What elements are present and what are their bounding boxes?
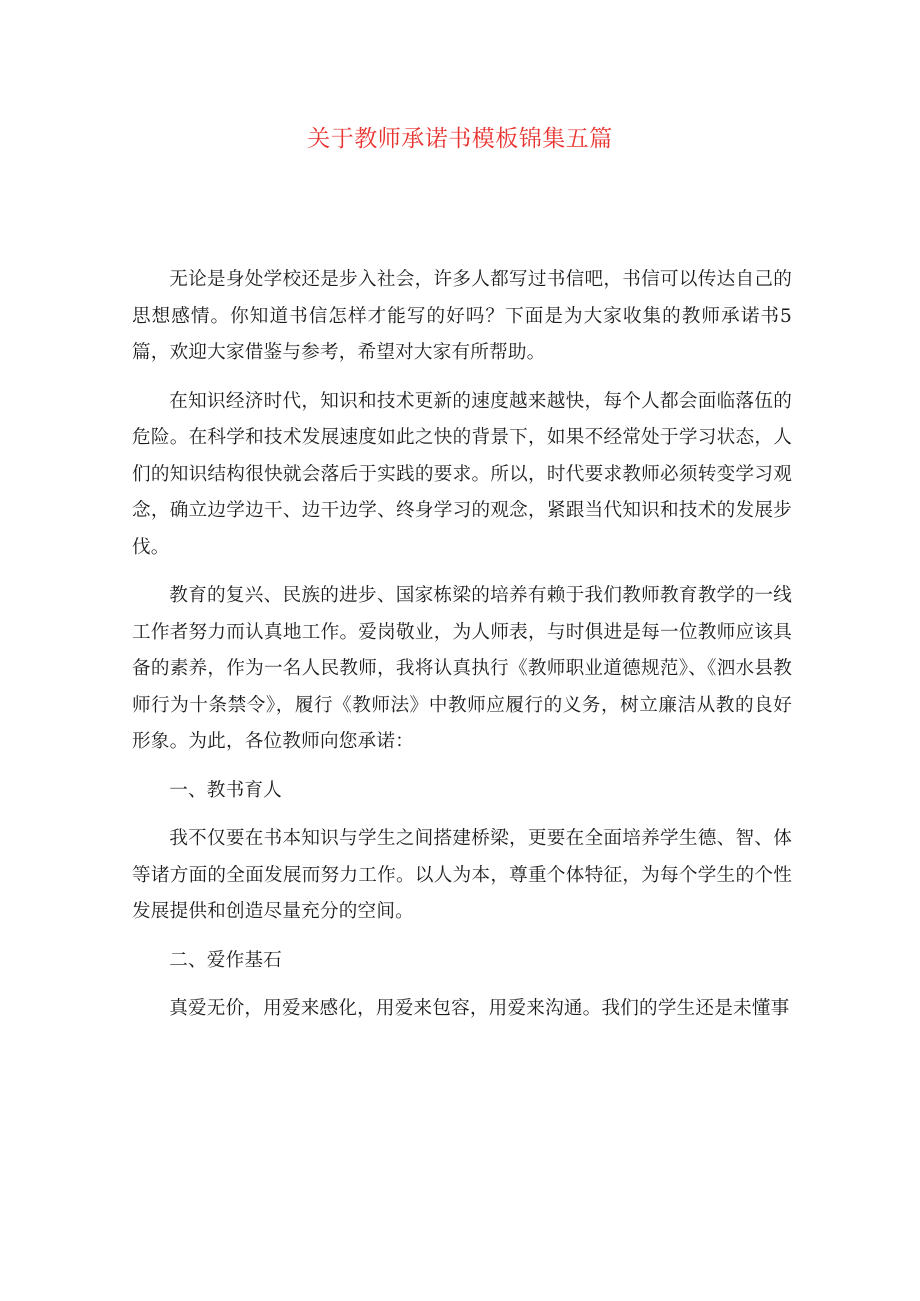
paragraph-education-revival: 教育的复兴、民族的进步、国家栋梁的培养有赖于我们教师教育教学的一线工作者努力而认真地工作。爱岗敬业，为人师表，与时俱进是每一位教师应该具备的素养，作为一名人民教师，我将认真执行《教师职业道德规范》、《泗水县教师行为十条禁令》，履行《教师法》中教师应履行的义务，树立廉洁从教的良好形象。为此，各位教师向您承诺： bbox=[132, 585, 792, 752]
document-body bbox=[132, 262, 792, 1028]
section-heading-1: 一、教书育人 bbox=[169, 779, 282, 801]
paragraph-intro: 无论是身处学校还是步入社会，许多人都写过书信吧，书信可以传达自己的思想感情。你知道书信怎样才能写的好吗？下面是为大家收集的教师承诺书5篇，欢迎大家借鉴与参考，希望对大家有所帮助。 bbox=[132, 269, 792, 363]
document-title: 关于教师承诺书模板锦集五篇 bbox=[307, 126, 613, 152]
paragraph-knowledge-economy: 在知识经济时代，知识和技术更新的速度越来越快，每个人都会面临落伍的危险。在科学和技术发展速度如此之快的背景下，如果不经常处于学习状态，人们的知识结构很快就会落后于实践的要求。所以，时代要求教师必须转变学习观念，确立边学边干、边干边学、终身学习的观念，紧跟当代知识和技术的发展步伐。 bbox=[132, 390, 792, 558]
paragraph-teaching: 我不仅要在书本知识与学生之间搭建桥梁，更要在全面培养学生德、智、体等诸方面的全面发展而努力工作。以人为本，尊重个体特征，为每个学生的个性发展提供和创造尽量充分的空间。 bbox=[132, 828, 792, 922]
paragraph-love: 真爱无价，用爱来感化，用爱来包容，用爱来沟通。我们的学生还是未懂事 bbox=[169, 998, 790, 1019]
section-heading-2: 二、爱作基石 bbox=[169, 949, 282, 971]
